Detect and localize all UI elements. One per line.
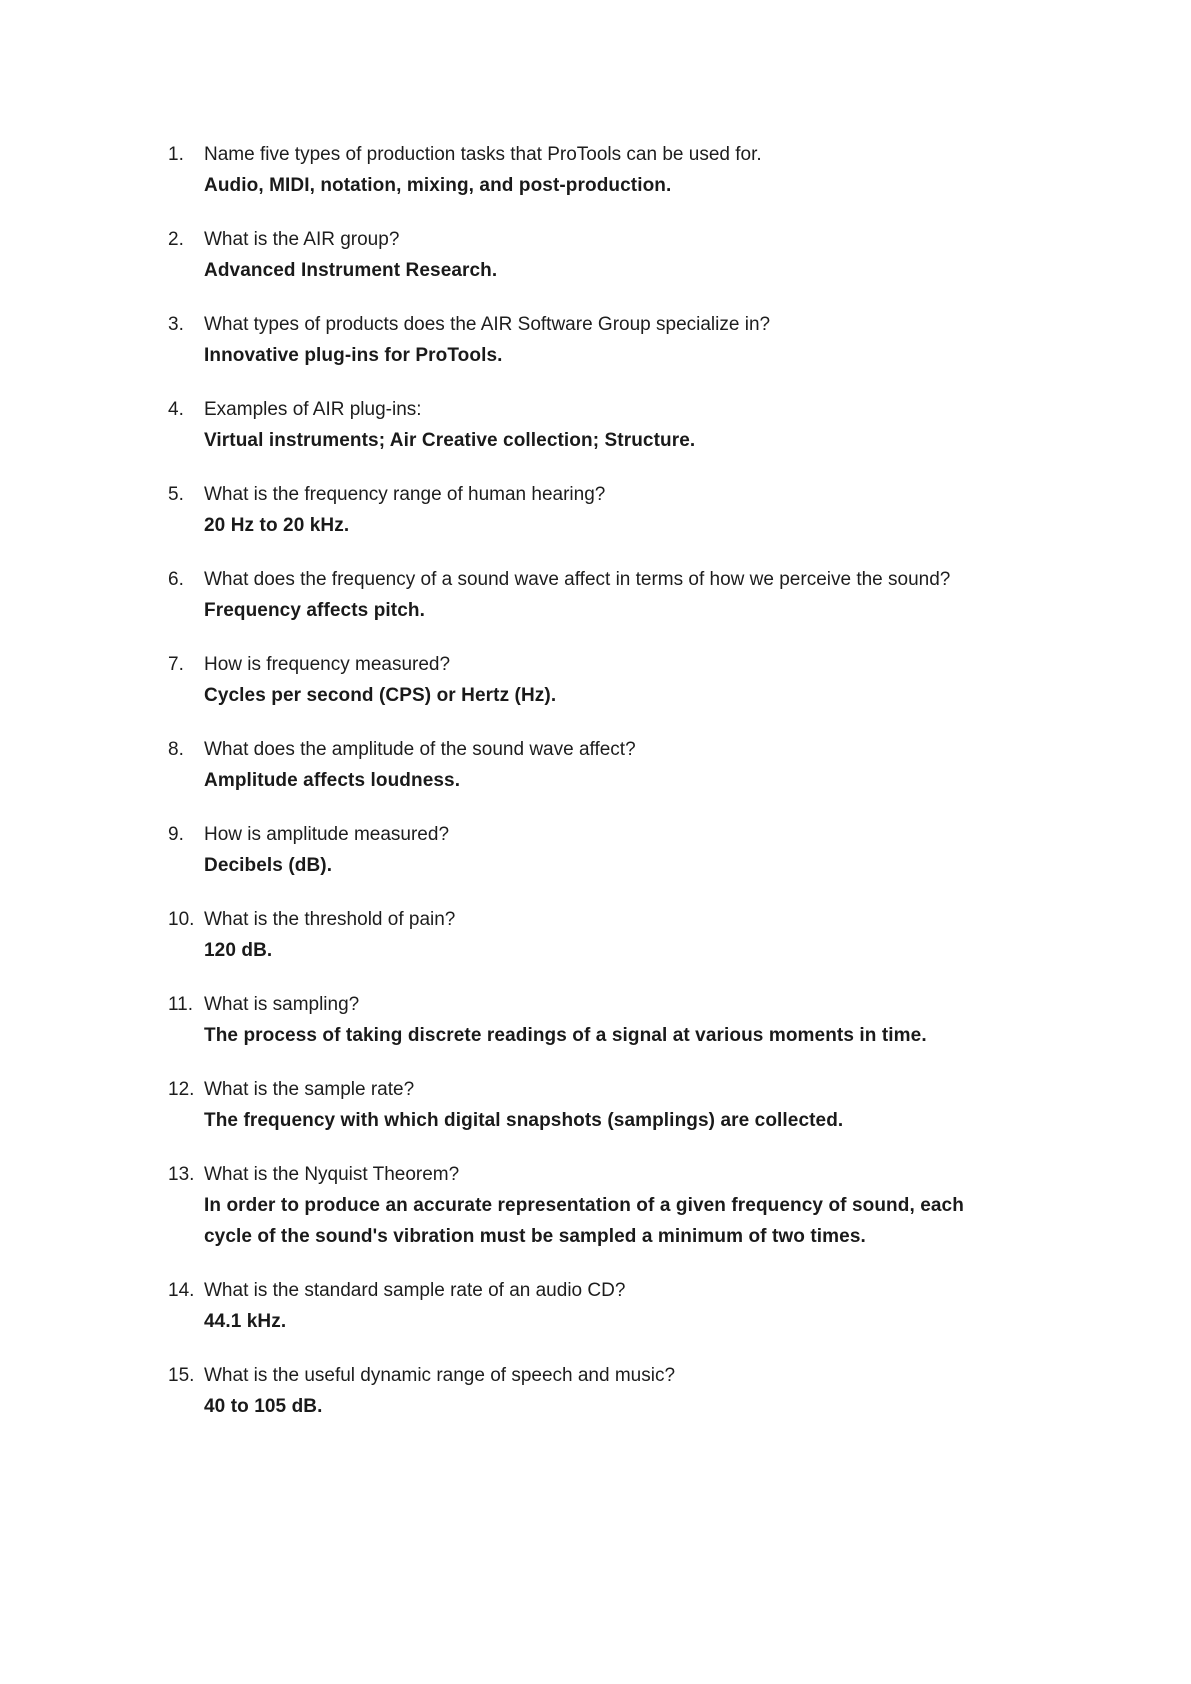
item-number: 2. (168, 229, 184, 250)
qa-item (168, 649, 1031, 711)
item-answer: Advanced Instrument Research. (204, 260, 498, 281)
qa-item (168, 479, 1031, 541)
qa-item (168, 224, 1031, 286)
qa-list (168, 139, 1031, 1422)
qa-item (168, 1159, 1031, 1252)
item-number: 10. (168, 909, 195, 930)
item-answer: In order to produce an accurate representation of a given frequency of sound, each cycle of the sound's vibration must be sampled a minimum of two times. (204, 1195, 964, 1247)
qa-item (168, 564, 1031, 626)
item-answer: 20 Hz to 20 kHz. (204, 515, 350, 536)
item-question: Name five types of production tasks that ProTools can be used for. (204, 144, 762, 165)
item-number: 3. (168, 314, 184, 335)
qa-item (168, 394, 1031, 456)
item-answer: Frequency affects pitch. (204, 600, 425, 621)
item-question: What is the useful dynamic range of speech and music? (204, 1365, 676, 1386)
item-answer: Amplitude affects loudness. (204, 770, 461, 791)
item-number: 4. (168, 399, 184, 420)
item-number: 1. (168, 144, 184, 165)
qa-item (168, 309, 1031, 371)
item-answer: Virtual instruments; Air Creative collection; Structure. (204, 430, 696, 451)
item-answer: 44.1 kHz. (204, 1311, 287, 1332)
qa-item (168, 819, 1031, 881)
item-text (204, 1074, 969, 1136)
item-question: What is the frequency range of human hearing? (204, 484, 606, 505)
item-question: What does the frequency of a sound wave affect in terms of how we perceive the sound? (204, 569, 951, 590)
item-text (204, 819, 969, 881)
item-text (204, 904, 969, 966)
item-number: 11. (168, 994, 194, 1015)
item-text (204, 649, 969, 711)
qa-item (168, 989, 1031, 1051)
item-text (204, 479, 969, 541)
item-number: 14. (168, 1280, 195, 1301)
item-number: 15. (168, 1365, 195, 1386)
item-answer: The process of taking discrete readings of a signal at various moments in time. (204, 1025, 927, 1046)
item-number: 6. (168, 569, 184, 590)
item-question: How is amplitude measured? (204, 824, 450, 845)
item-question: What is the AIR group? (204, 229, 400, 250)
item-question: What is the Nyquist Theorem? (204, 1164, 460, 1185)
item-question: What is the standard sample rate of an audio CD? (204, 1280, 626, 1301)
item-number: 5. (168, 484, 184, 505)
qa-item (168, 1275, 1031, 1337)
item-text (204, 1159, 969, 1252)
item-text (204, 1360, 969, 1422)
item-text (204, 394, 969, 456)
item-question: What does the amplitude of the sound wave affect? (204, 739, 636, 760)
item-text (204, 1275, 969, 1337)
item-answer: 40 to 105 dB. (204, 1396, 323, 1417)
item-number: 8. (168, 739, 184, 760)
qa-item (168, 904, 1031, 966)
item-answer: The frequency with which digital snapshots (samplings) are collected. (204, 1110, 844, 1131)
item-number: 9. (168, 824, 184, 845)
qa-item (168, 734, 1031, 796)
item-answer: Audio, MIDI, notation, mixing, and post-production. (204, 175, 672, 196)
qa-item (168, 1074, 1031, 1136)
item-text (204, 564, 969, 626)
item-answer: 120 dB. (204, 940, 273, 961)
item-text (204, 989, 969, 1051)
item-answer: Innovative plug-ins for ProTools. (204, 345, 503, 366)
qa-item (168, 1360, 1031, 1422)
item-question: Examples of AIR plug-ins: (204, 399, 422, 420)
item-number: 12. (168, 1079, 195, 1100)
qa-item (168, 139, 1031, 201)
item-answer: Decibels (dB). (204, 855, 333, 876)
item-question: What is the sample rate? (204, 1079, 415, 1100)
item-text (204, 734, 969, 796)
item-number: 13. (168, 1164, 195, 1185)
item-text (204, 139, 969, 201)
item-question: What types of products does the AIR Software Group specialize in? (204, 314, 771, 335)
item-text (204, 224, 969, 286)
item-question: What is sampling? (204, 994, 360, 1015)
item-text (204, 309, 969, 371)
item-number: 7. (168, 654, 184, 675)
item-answer: Cycles per second (CPS) or Hertz (Hz). (204, 685, 557, 706)
item-question: How is frequency measured? (204, 654, 451, 675)
item-question: What is the threshold of pain? (204, 909, 456, 930)
